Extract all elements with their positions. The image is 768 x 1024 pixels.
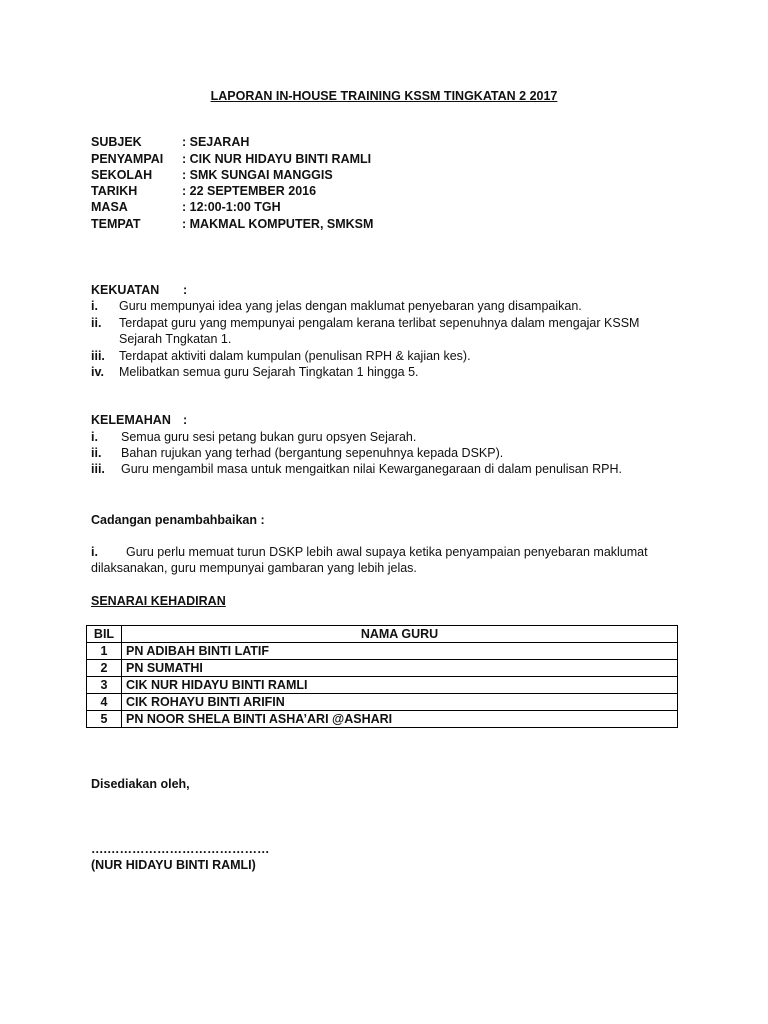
column-header-nama: NAMA GURU <box>122 626 678 643</box>
info-label: TARIKH <box>91 184 138 198</box>
cell-bil: 2 <box>87 660 122 677</box>
info-label: TEMPAT <box>91 217 141 231</box>
attendance-table <box>86 625 678 728</box>
kelemahan-heading <box>91 412 188 429</box>
item-text: Guru perlu memuat turun DSKP lebih awal supaya ketika penyampaian penyebaran maklumat <box>126 545 648 559</box>
cadangan-continuation: dilaksanakan, guru mempunyai gambaran yang lebih jelas. <box>91 561 417 575</box>
item-text: Bahan rujukan yang terhad (bergantung sepenuhnya kepada DSKP). <box>121 446 504 460</box>
table-row <box>87 677 678 694</box>
cell-nama: PN SUMATHI <box>122 660 678 677</box>
info-value: : SEJARAH <box>182 135 250 149</box>
item-text: Guru mengambil masa untuk mengaitkan nilai Kewarganegaraan di dalam penulisan RPH. <box>121 462 622 476</box>
signature-line: ….………………………………… <box>91 842 270 856</box>
cell-nama: CIK NUR HIDAYU BINTI RAMLI <box>122 677 678 694</box>
item-text: Terdapat guru yang mempunyai pengalam kerana terlibat sepenuhnya dalam mengajar KSSM <box>119 316 640 330</box>
kekuatan-colon: : <box>183 283 188 297</box>
item-number: iii. <box>91 462 105 476</box>
kekuatan-heading <box>91 282 188 299</box>
table-row <box>87 660 678 677</box>
info-value: : MAKMAL KOMPUTER, SMKSM <box>182 217 374 231</box>
table-row <box>87 694 678 711</box>
info-value: : 12:00-1:00 TGH <box>182 200 281 214</box>
cell-nama: PN NOOR SHELA BINTI ASHA’ARI @ASHARI <box>122 711 678 728</box>
signatory-name: (NUR HIDAYU BINTI RAMLI) <box>91 858 256 872</box>
item-number: i. <box>91 545 98 559</box>
item-text: Guru mempunyai idea yang jelas dengan maklumat penyebaran yang disampaikan. <box>119 299 582 313</box>
info-label: PENYAMPAI <box>91 152 164 166</box>
cell-bil: 4 <box>87 694 122 711</box>
item-number: i. <box>91 430 98 444</box>
table-row <box>87 711 678 728</box>
item-text: Sejarah Tngkatan 1. <box>119 332 232 346</box>
cell-bil: 3 <box>87 677 122 694</box>
prepared-by-label: Disediakan oleh, <box>91 777 190 791</box>
cell-nama: CIK ROHAYU BINTI ARIFIN <box>122 694 678 711</box>
kelemahan-heading-text: KELEMAHAN <box>91 413 171 427</box>
item-number: iv. <box>91 365 104 379</box>
report-title: LAPORAN IN-HOUSE TRAINING KSSM TINGKATAN 2 2017 <box>210 89 558 103</box>
item-number: ii. <box>91 446 102 460</box>
cell-nama: PN ADIBAH BINTI LATIF <box>122 643 678 660</box>
item-text: Melibatkan semua guru Sejarah Tingkatan 1 hingga 5. <box>119 365 419 379</box>
info-label: MASA <box>91 200 128 214</box>
info-value: : 22 SEPTEMBER 2016 <box>182 184 317 198</box>
info-label: SUBJEK <box>91 135 142 149</box>
kelemahan-colon: : <box>183 413 188 427</box>
item-number: ii. <box>91 316 102 330</box>
kehadiran-heading: SENARAI KEHADIRAN <box>91 594 226 608</box>
info-value: : SMK SUNGAI MANGGIS <box>182 168 333 182</box>
item-number: i. <box>91 299 98 313</box>
column-header-bil: BIL <box>87 626 122 643</box>
item-number: iii. <box>91 349 105 363</box>
item-text: Terdapat aktiviti dalam kumpulan (penulisan RPH & kajian kes). <box>119 349 471 363</box>
cell-bil: 1 <box>87 643 122 660</box>
table-header-row <box>87 626 678 643</box>
cell-bil: 5 <box>87 711 122 728</box>
table-row <box>87 643 678 660</box>
kekuatan-heading-text: KEKUATAN <box>91 283 160 297</box>
cadangan-heading: Cadangan penambahbaikan : <box>91 513 265 527</box>
info-label: SEKOLAH <box>91 168 153 182</box>
item-text: Semua guru sesi petang bukan guru opsyen Sejarah. <box>121 430 417 444</box>
info-value: : CIK NUR HIDAYU BINTI RAMLI <box>182 152 372 166</box>
